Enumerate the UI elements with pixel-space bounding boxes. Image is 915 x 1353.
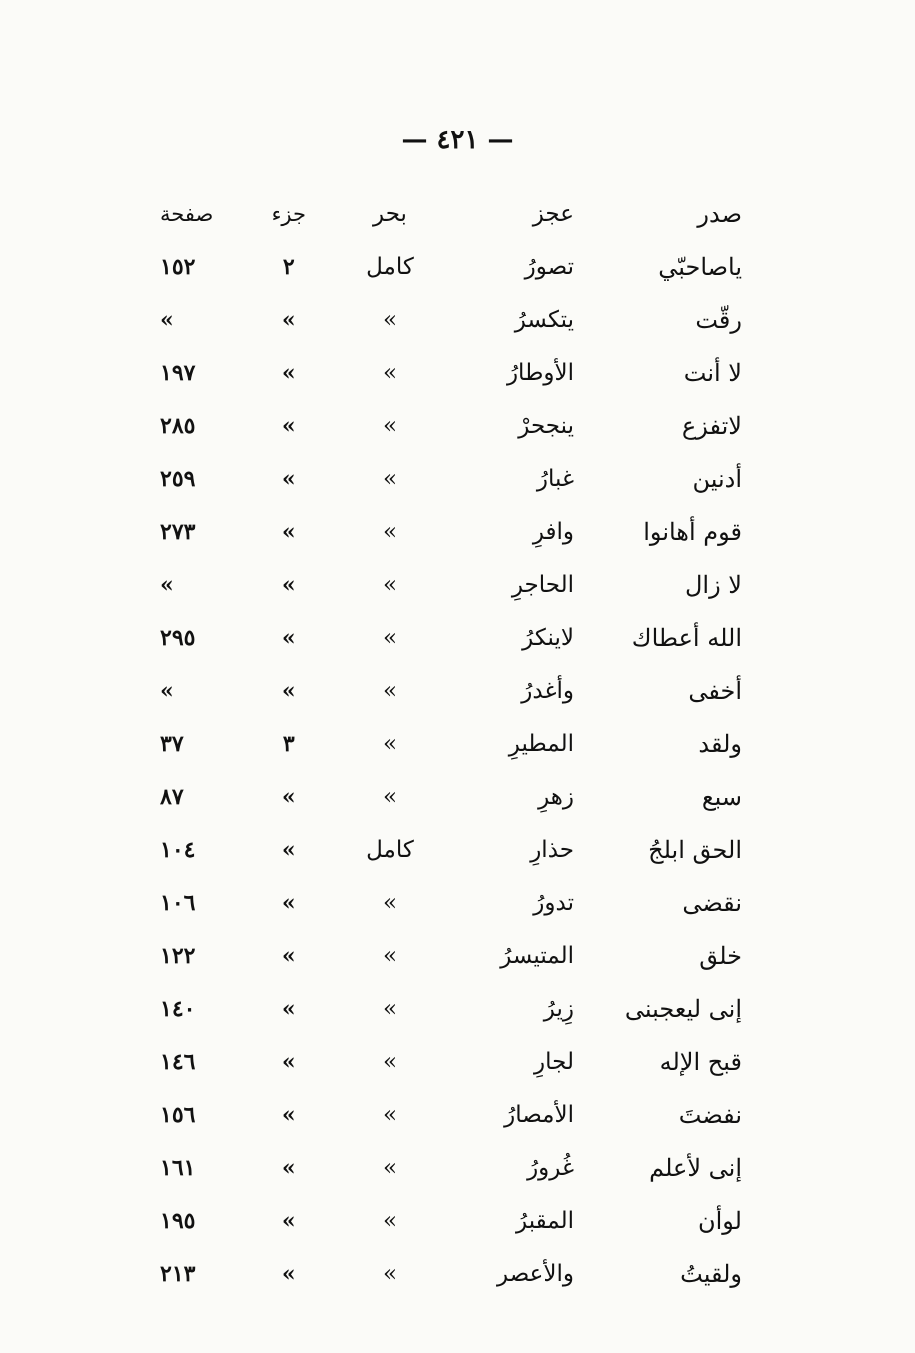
table-row xyxy=(140,876,760,929)
table-row xyxy=(140,399,760,452)
cell-page: ١٠٤ xyxy=(160,836,196,863)
table-row xyxy=(140,1088,760,1141)
table-row xyxy=(140,929,760,982)
cell-page: ١٩٧ xyxy=(160,359,196,386)
cell-juz: » xyxy=(281,995,296,1022)
cell-ajuz: لجارِ xyxy=(534,1048,574,1075)
cell-sadr: نفضتَ xyxy=(678,1100,742,1129)
table-row xyxy=(140,240,760,293)
cell-sadr: ياصاحبّي xyxy=(658,252,742,281)
poetry-index-table xyxy=(140,190,760,1300)
cell-juz: » xyxy=(281,942,296,969)
cell-juz: » xyxy=(281,1260,296,1287)
cell-ajuz: غُرورُ xyxy=(527,1154,574,1181)
cell-page: » xyxy=(160,571,174,598)
cell-ajuz: الأمصارُ xyxy=(504,1101,574,1128)
table-row xyxy=(140,1141,760,1194)
cell-juz: » xyxy=(281,1101,296,1128)
table-row xyxy=(140,558,760,611)
cell-ajuz: المتيسرُ xyxy=(500,942,574,969)
cell-sadr: ولقد xyxy=(698,729,742,758)
cell-juz: » xyxy=(281,1048,296,1075)
cell-bahr: » xyxy=(382,995,398,1022)
page-number: — ٤٢١ — xyxy=(401,125,514,155)
cell-sadr: إنى لأعلم xyxy=(649,1153,742,1182)
cell-juz: » xyxy=(281,1207,296,1234)
table-header xyxy=(140,190,760,238)
table-row xyxy=(140,1247,760,1300)
cell-ajuz: لاينكرُ xyxy=(522,624,574,651)
cell-juz: » xyxy=(281,571,296,598)
cell-bahr: » xyxy=(382,1260,398,1287)
cell-bahr: » xyxy=(382,783,398,810)
cell-juz: ٣ xyxy=(282,730,295,757)
cell-ajuz: زهرِ xyxy=(538,783,574,810)
cell-sadr: رقّت xyxy=(695,305,742,334)
cell-juz: » xyxy=(281,677,296,704)
cell-bahr: » xyxy=(382,306,398,333)
cell-bahr: كامل xyxy=(366,253,414,280)
cell-page: ٨٧ xyxy=(160,783,184,810)
cell-juz: » xyxy=(281,783,296,810)
cell-bahr: » xyxy=(382,677,398,704)
cell-juz: » xyxy=(281,1154,296,1181)
cell-bahr: » xyxy=(382,942,398,969)
cell-juz: » xyxy=(281,359,296,386)
cell-sadr: لاتفزع xyxy=(681,411,742,440)
cell-page: ١٢٢ xyxy=(160,942,196,969)
cell-sadr: قبح الإله xyxy=(659,1047,742,1076)
cell-page: » xyxy=(160,306,174,333)
cell-ajuz: يتكسرُ xyxy=(514,306,574,333)
cell-sadr: قوم أهانوا xyxy=(643,517,742,546)
cell-bahr: » xyxy=(382,359,398,386)
table-row xyxy=(140,664,760,717)
cell-juz: » xyxy=(281,889,296,916)
cell-bahr: » xyxy=(382,518,398,545)
cell-bahr: » xyxy=(382,624,398,651)
cell-bahr: » xyxy=(382,571,398,598)
cell-ajuz: تدورُ xyxy=(533,889,574,916)
cell-ajuz: زِيرُ xyxy=(543,995,574,1022)
cell-sadr: ولقيتُ xyxy=(680,1259,742,1288)
cell-juz: » xyxy=(281,465,296,492)
cell-ajuz: الحاجرِ xyxy=(511,571,574,598)
table-row xyxy=(140,770,760,823)
cell-ajuz: وأغدرُ xyxy=(521,677,574,704)
cell-page: ٢١٣ xyxy=(160,1260,196,1287)
cell-page: ٢٨٥ xyxy=(160,412,196,439)
cell-sadr: لوأن xyxy=(697,1206,742,1235)
cell-sadr: نقضى xyxy=(682,888,742,917)
cell-sadr: خلق xyxy=(699,941,742,970)
header-sadr: صدر xyxy=(697,200,742,228)
cell-ajuz: المطيرِ xyxy=(508,730,574,757)
table-row xyxy=(140,717,760,770)
cell-page: ٣٧ xyxy=(160,730,184,757)
cell-page: ١٤٦ xyxy=(160,1048,196,1075)
cell-ajuz: وافرِ xyxy=(532,518,574,545)
header-ajuz: عجز xyxy=(532,201,574,227)
cell-sadr: لا زال xyxy=(684,570,742,599)
cell-page: ٢٧٣ xyxy=(160,518,196,545)
cell-ajuz: الأوطارُ xyxy=(506,359,574,386)
cell-bahr: كامل xyxy=(366,836,414,863)
cell-sadr: أخفى xyxy=(688,676,742,705)
cell-bahr: » xyxy=(382,1154,398,1181)
header-page: صفحة xyxy=(160,202,214,226)
table-row xyxy=(140,505,760,558)
cell-page: ٢٩٥ xyxy=(160,624,196,651)
cell-ajuz: ينجحرْ xyxy=(518,412,574,439)
cell-bahr: » xyxy=(382,1207,398,1234)
cell-juz: » xyxy=(281,306,296,333)
cell-sadr: لا أنت xyxy=(683,358,742,387)
table-row xyxy=(140,1194,760,1247)
cell-ajuz: والأعصر xyxy=(497,1260,574,1287)
cell-ajuz: تصورُ xyxy=(524,253,574,280)
cell-page: ١٥٢ xyxy=(160,253,196,280)
cell-juz: ٢ xyxy=(282,253,295,280)
cell-sadr: الله أعطاك xyxy=(631,623,742,652)
table-row xyxy=(140,452,760,505)
cell-sadr: إنى ليعجبنى xyxy=(624,994,742,1023)
cell-page: » xyxy=(160,677,174,704)
cell-ajuz: حذارِ xyxy=(530,836,574,863)
cell-sadr: سبع xyxy=(701,782,742,811)
table-row xyxy=(140,346,760,399)
header-bahr: بحر xyxy=(373,201,407,227)
table-row xyxy=(140,982,760,1035)
table-body xyxy=(140,240,760,1300)
cell-page: ١٩٥ xyxy=(160,1207,196,1234)
cell-sadr: أدنين xyxy=(692,464,742,493)
cell-ajuz: المقبرُ xyxy=(516,1207,574,1234)
cell-page: ١٥٦ xyxy=(160,1101,196,1128)
cell-bahr: » xyxy=(382,889,398,916)
cell-juz: » xyxy=(281,836,296,863)
table-row xyxy=(140,1035,760,1088)
cell-juz: » xyxy=(281,624,296,651)
cell-page: ١٠٦ xyxy=(160,889,196,916)
cell-page: ١٦١ xyxy=(160,1154,196,1181)
table-row xyxy=(140,823,760,876)
cell-page: ٢٥٩ xyxy=(160,465,196,492)
cell-bahr: » xyxy=(382,1101,398,1128)
table-row xyxy=(140,293,760,346)
cell-bahr: » xyxy=(382,465,398,492)
cell-ajuz: غبارُ xyxy=(536,465,574,492)
cell-sadr: الحق ابلجُ xyxy=(648,835,742,864)
cell-bahr: » xyxy=(382,730,398,757)
cell-juz: » xyxy=(281,518,296,545)
header-juz: جزء xyxy=(271,202,307,226)
table-row xyxy=(140,611,760,664)
cell-juz: » xyxy=(281,412,296,439)
cell-page: ١٤٠ xyxy=(160,995,196,1022)
cell-bahr: » xyxy=(382,1048,398,1075)
cell-bahr: » xyxy=(382,412,398,439)
